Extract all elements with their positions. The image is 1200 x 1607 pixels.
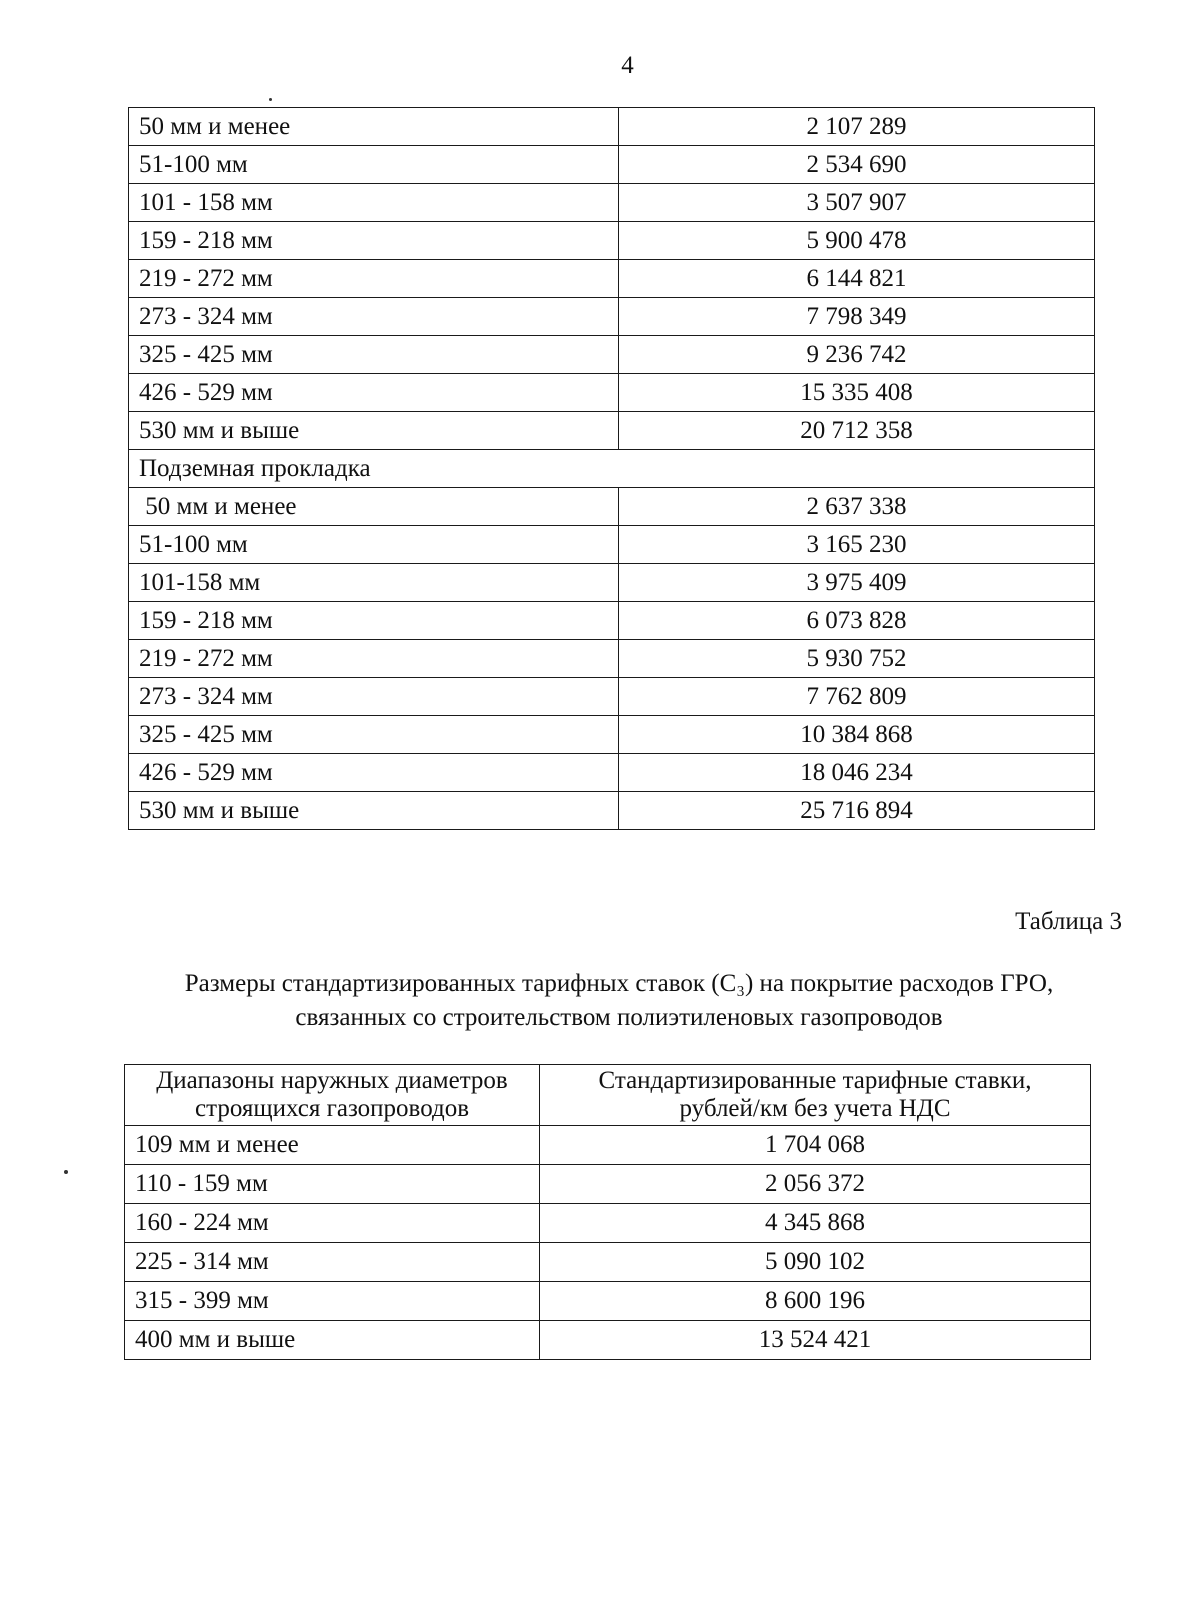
table-row	[125, 1282, 1091, 1321]
value-cell: 5 900 478	[619, 222, 1095, 260]
range-cell: 273 - 324 мм	[129, 678, 619, 716]
table-header-row	[125, 1065, 1091, 1126]
range-cell: 530 мм и выше	[129, 412, 619, 450]
range-cell: 530 мм и выше	[129, 792, 619, 830]
value-cell: 2 107 289	[619, 108, 1095, 146]
table-row	[129, 374, 1095, 412]
table-row	[129, 792, 1095, 830]
header-line: рублей/км без учета НДС	[679, 1095, 951, 1122]
table-row	[125, 1321, 1091, 1360]
table-row	[125, 1126, 1091, 1165]
tariff-table-polyethylene	[124, 1064, 1091, 1360]
range-cell: 159 - 218 мм	[129, 222, 619, 260]
table-row	[129, 564, 1095, 602]
table-row	[129, 108, 1095, 146]
value-cell: 2 637 338	[619, 488, 1095, 526]
table-row	[129, 754, 1095, 792]
value-cell: 20 712 358	[619, 412, 1095, 450]
table-row	[125, 1204, 1091, 1243]
scan-speck	[64, 1170, 68, 1174]
range-cell: 50 мм и менее	[129, 108, 619, 146]
value-cell: 9 236 742	[619, 336, 1095, 374]
header-diameter-range	[125, 1065, 540, 1126]
range-cell: 109 мм и менее	[125, 1126, 540, 1165]
range-cell: 426 - 529 мм	[129, 374, 619, 412]
scan-speck	[269, 98, 272, 101]
range-cell: 225 - 314 мм	[125, 1243, 540, 1282]
caption-line: Размеры стандартизированных тарифных ставок (С₃) на покрытие расходов ГРО,	[184, 970, 1054, 997]
value-cell: 5 090 102	[540, 1243, 1091, 1282]
header-tariff-rate	[540, 1065, 1091, 1126]
value-cell: 7 798 349	[619, 298, 1095, 336]
value-cell: 25 716 894	[619, 792, 1095, 830]
table-row	[129, 146, 1095, 184]
range-cell: 315 - 399 мм	[125, 1282, 540, 1321]
value-cell: 5 930 752	[619, 640, 1095, 678]
caption-line: связанных со строительством полиэтиленовых газопроводов	[295, 1004, 943, 1031]
value-cell: 1 704 068	[540, 1126, 1091, 1165]
header-line: Стандартизированные тарифные ставки,	[598, 1067, 1032, 1094]
range-cell: 160 - 224 мм	[125, 1204, 540, 1243]
range-cell: 110 - 159 мм	[125, 1165, 540, 1204]
range-cell: 51-100 мм	[129, 526, 619, 564]
value-cell: 18 046 234	[619, 754, 1095, 792]
range-cell: 325 - 425 мм	[129, 716, 619, 754]
range-cell: 101 - 158 мм	[129, 184, 619, 222]
range-cell: 159 - 218 мм	[129, 602, 619, 640]
table-row	[129, 298, 1095, 336]
value-cell: 3 165 230	[619, 526, 1095, 564]
table-row	[129, 336, 1095, 374]
value-cell: 3 507 907	[619, 184, 1095, 222]
table-3-caption	[124, 967, 1114, 1035]
table-row	[129, 716, 1095, 754]
page-number: 4	[621, 52, 634, 79]
value-cell: 6 073 828	[619, 602, 1095, 640]
header-line: Диапазоны наружных диаметров	[156, 1067, 508, 1094]
value-cell: 2 056 372	[540, 1165, 1091, 1204]
table-row	[125, 1243, 1091, 1282]
value-cell: 7 762 809	[619, 678, 1095, 716]
table-row	[129, 184, 1095, 222]
table-row	[129, 488, 1095, 526]
range-cell: 50 мм и менее	[129, 488, 619, 526]
range-cell: 219 - 272 мм	[129, 260, 619, 298]
table-row	[129, 222, 1095, 260]
table-row	[129, 260, 1095, 298]
range-cell: 219 - 272 мм	[129, 640, 619, 678]
table-row	[129, 640, 1095, 678]
value-cell: 2 534 690	[619, 146, 1095, 184]
range-cell: 101-158 мм	[129, 564, 619, 602]
value-cell: 3 975 409	[619, 564, 1095, 602]
table-row	[129, 602, 1095, 640]
tariff-table-steel	[128, 107, 1095, 830]
range-cell: 426 - 529 мм	[129, 754, 619, 792]
table-row	[129, 678, 1095, 716]
value-cell: 8 600 196	[540, 1282, 1091, 1321]
value-cell: 13 524 421	[540, 1321, 1091, 1360]
table-3-label: Таблица 3	[1015, 908, 1122, 935]
header-line: строящихся газопроводов	[195, 1095, 469, 1122]
value-cell: 4 345 868	[540, 1204, 1091, 1243]
table-row	[129, 526, 1095, 564]
range-cell: 325 - 425 мм	[129, 336, 619, 374]
section-row	[129, 450, 1095, 488]
value-cell: 15 335 408	[619, 374, 1095, 412]
table-row	[129, 412, 1095, 450]
range-cell: 51-100 мм	[129, 146, 619, 184]
value-cell: 10 384 868	[619, 716, 1095, 754]
range-cell: 400 мм и выше	[125, 1321, 540, 1360]
table-row	[125, 1165, 1091, 1204]
range-cell: 273 - 324 мм	[129, 298, 619, 336]
section-underground-label: Подземная прокладка	[129, 450, 1095, 488]
value-cell: 6 144 821	[619, 260, 1095, 298]
